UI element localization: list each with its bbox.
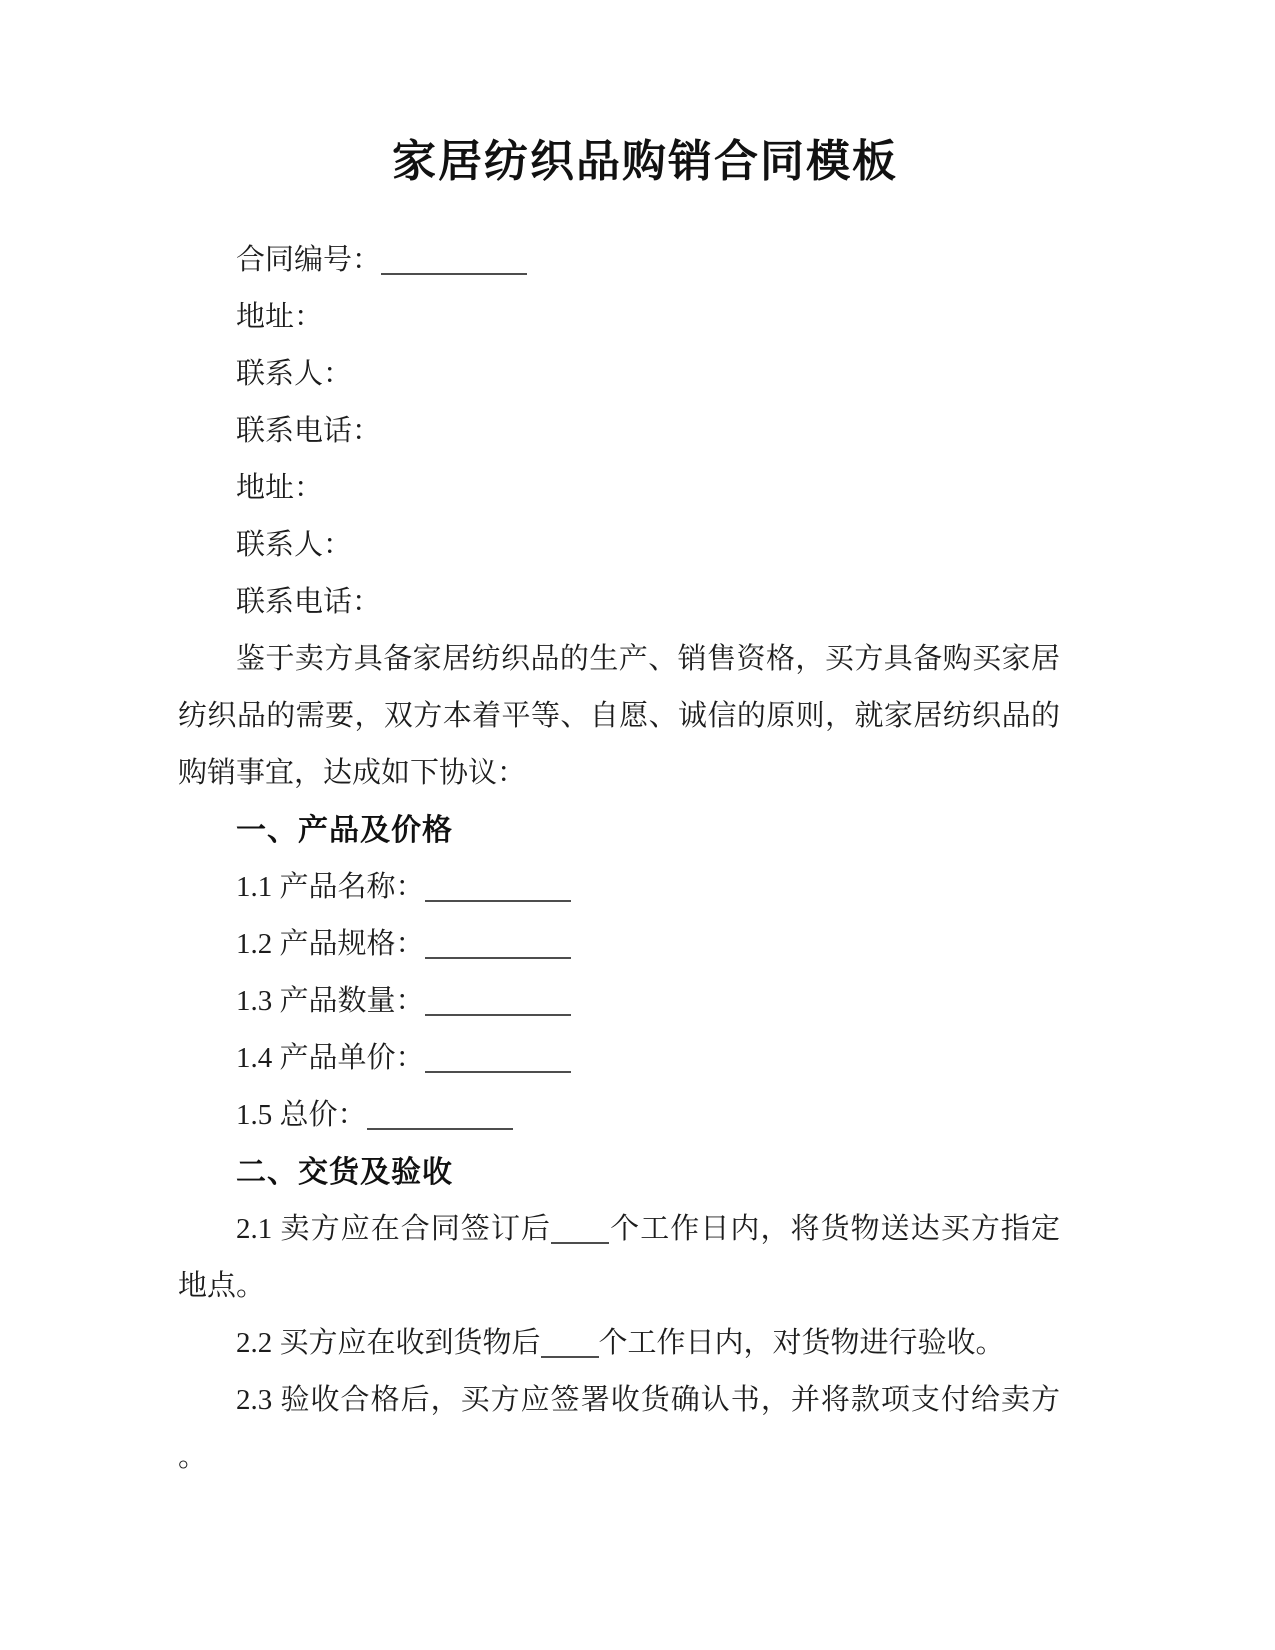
text-segment: 1.5 总价： <box>236 1099 367 1131</box>
blank-field <box>541 1328 599 1358</box>
document-title: 家居纺织品购销合同模板 <box>392 137 898 186</box>
text-segment: 地址： <box>236 301 324 333</box>
text-segment: 1.2 产品规格： <box>236 928 425 960</box>
blank-field <box>425 1043 571 1073</box>
text-segment: 。 <box>178 1441 208 1473</box>
text-line <box>178 1315 1060 1372</box>
text-segment: 2.1 卖方应在合同签订后 <box>236 1213 552 1245</box>
text-line <box>178 403 1060 460</box>
text-line <box>178 232 1060 289</box>
text-line <box>178 1201 1060 1258</box>
text-segment: 鉴于卖方具备家居纺织品的生产、销售资格，买方具备购买家居 <box>236 643 1060 675</box>
text-segment: 地点。 <box>178 1270 266 1302</box>
text-segment: 2.3 验收合格后，买方应签署收货确认书，并将款项支付给卖方 <box>236 1384 1060 1416</box>
text-segment: 纺织品的需要，双方本着平等、自愿、诚信的原则，就家居纺织品的 <box>178 700 1060 732</box>
text-segment: 一、产品及价格 <box>236 814 453 847</box>
text-segment: 合同编号： <box>236 244 382 276</box>
text-line <box>178 631 1060 688</box>
text-line <box>178 1087 1060 1144</box>
blank-field <box>425 929 571 959</box>
text-segment: 购销事宜，达成如下协议： <box>178 757 527 789</box>
text-line <box>178 973 1060 1030</box>
text-segment: 1.4 产品单价： <box>236 1042 425 1074</box>
text-segment: 1.3 产品数量： <box>236 985 425 1017</box>
text-segment: 1.1 产品名称： <box>236 871 425 903</box>
text-line <box>178 517 1060 574</box>
document-body <box>178 232 1060 1486</box>
text-segment: 个工作日内，对货物进行验收。 <box>598 1327 1005 1359</box>
text-line <box>178 1258 1060 1315</box>
text-line <box>178 574 1060 631</box>
text-segment: 联系人： <box>236 529 353 561</box>
text-line <box>178 289 1060 346</box>
blank-field <box>425 872 571 902</box>
text-segment: 个工作日内，将货物送达买方指定 <box>609 1213 1060 1245</box>
text-segment: 联系人： <box>236 358 353 390</box>
text-segment: 地址： <box>236 472 324 504</box>
text-line <box>178 916 1060 973</box>
text-segment: 联系电话： <box>236 586 382 618</box>
blank-field <box>381 245 527 275</box>
text-line <box>178 1030 1060 1087</box>
text-line <box>178 688 1060 745</box>
text-line <box>178 1372 1060 1429</box>
text-line <box>178 745 1060 802</box>
blank-field <box>425 986 571 1016</box>
section-heading <box>178 1144 1060 1201</box>
text-segment: 二、交货及验收 <box>236 1156 453 1189</box>
blank-field <box>551 1214 609 1244</box>
text-line <box>178 859 1060 916</box>
text-segment: 联系电话： <box>236 415 382 447</box>
section-heading <box>178 802 1060 859</box>
blank-field <box>367 1100 513 1130</box>
text-line <box>178 1429 1060 1486</box>
text-segment: 2.2 买方应在收到货物后 <box>236 1327 541 1359</box>
text-line <box>178 460 1060 517</box>
text-line <box>178 346 1060 403</box>
